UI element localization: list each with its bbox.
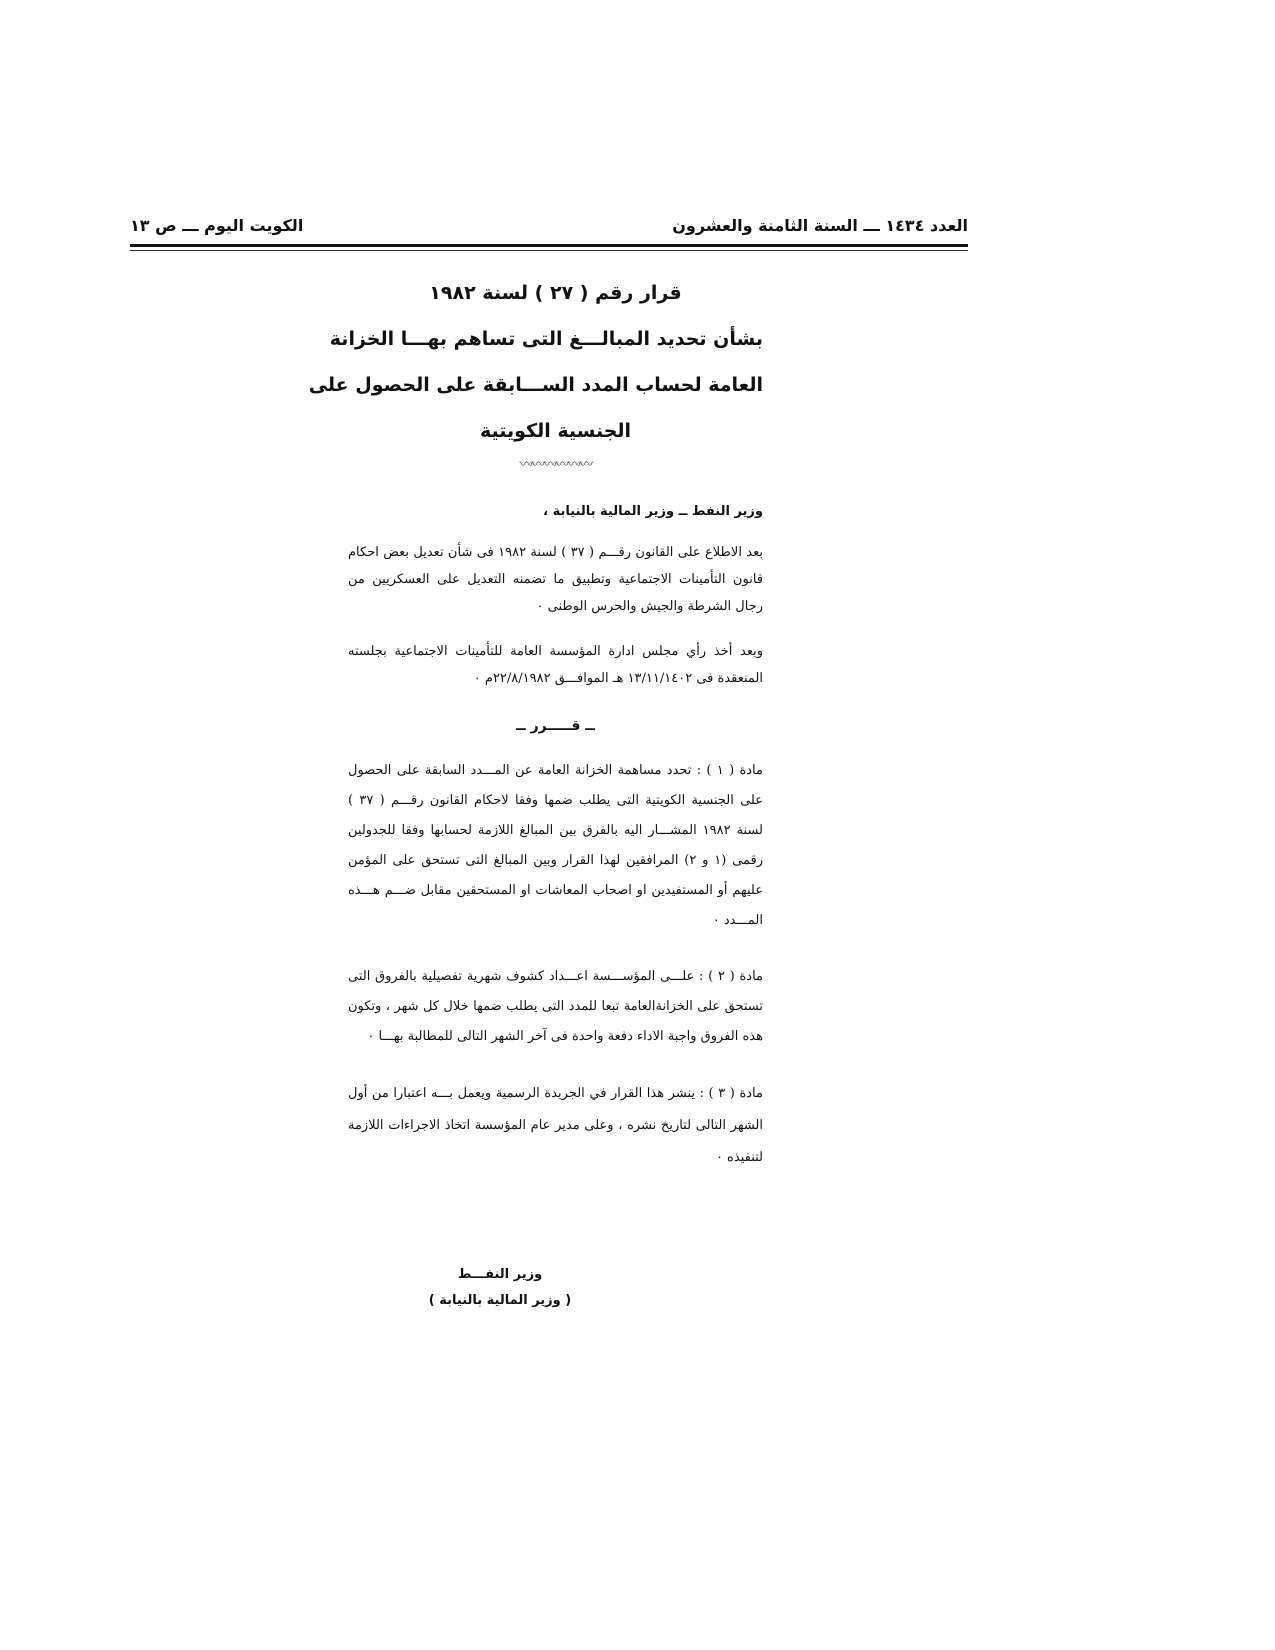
article-1: مادة ( ١ ) : تحدد مساهمة الخزانة العامة عن المـــدد السابقة على الحصول على الجنسية الكويتية التى يطلب ضمها وفقا لاحكام القانون رقـــم ( ٣٧ ) لسنة ١٩٨٢ المشـــار اليه بالفرق بين المبالغ اللازمة لحسابها وفقا للجدولين رقمى (١ و ٢) المرافقين لهذا القرار وبين المبالغ التى تستحق على المؤمن عليهم أو المستفيدين او اصحاب المعاشات او المستحقين مقابل ضـــم هـــذه المـــدد ٠ bbox=[348, 763, 763, 928]
title-line: بشأن تحديد المبالـــغ التى تساهم بهـــا الخزانة bbox=[329, 328, 763, 350]
signature-block bbox=[370, 1262, 630, 1314]
header-rule-thin bbox=[130, 250, 968, 251]
signature-subtitle: ( وزير المالية بالنيابة ) bbox=[428, 1293, 572, 1308]
publication-page: الكويت اليوم ـــ ص ١٣ bbox=[130, 216, 304, 235]
article-3: مادة ( ٣ ) : ينشر هذا القرار في الجريدة الرسمية ويعمل بـــه اعتبارا من أول الشهر التالى لتاريخ نشره ، وعلى مدير عام المؤسسة اتخاذ الاجراءات اللازمة لتنفيذه ٠ bbox=[348, 1086, 763, 1165]
running-header bbox=[130, 216, 968, 242]
preamble-paragraph: وبعد أخذ رأي مجلس ادارة المؤسسة العامة للتأمينات الاجتماعية بجلسته المنعقدة فى ١٣/١١/١٤٠٢ هـ الموافـــق ٢٢/٨/١٩٨٢م ٠ bbox=[348, 644, 763, 686]
signature-title: وزير النفـــط bbox=[457, 1267, 543, 1282]
issue-info: العدد ١٤٣٤ ـــ السنة الثامنة والعشرون bbox=[672, 216, 968, 235]
decree-column bbox=[308, 270, 764, 1174]
title-ornament: 〰〰〰〰〰〰 bbox=[519, 457, 592, 473]
title-line: العامة لحساب المدد الســـابقة على الحصول على bbox=[308, 374, 763, 396]
title-line: قرار رقم ( ٢٧ ) لسنة ١٩٨٢ bbox=[429, 282, 682, 304]
issuer-line: وزير النفط ــ وزير المالية بالنيابة ، bbox=[543, 504, 763, 519]
decided-heading: ــ قـــــرر ــ bbox=[516, 718, 595, 734]
preamble-paragraph: بعد الاطلاع على القانون رقـــم ( ٣٧ ) لسنة ١٩٨٢ فى شأن تعديل بعض احكام قانون التأمينات الاجتماعية وتطبيق ما تضمنه التعديل على العسكريين من رجال الشرطة والجيش والحرس الوطنى ٠ bbox=[348, 545, 764, 614]
decree-title bbox=[308, 270, 763, 454]
header-rule bbox=[130, 244, 968, 247]
title-line: الجنسية الكويتية bbox=[479, 420, 632, 442]
article-2: مادة ( ٢ ) : علـــى المؤســـسة اعـــداد كشوف شهرية تفصيلية بالفروق التى تستحق على الخزانةالعامة تبعا للمدد التى يطلب ضمها خلال كل شهر ، وتكون هذه الفروق واجبة الاداء دفعة واحدة فى آخر الشهر التالى للمطالبة بهـــا ٠ bbox=[348, 969, 763, 1044]
